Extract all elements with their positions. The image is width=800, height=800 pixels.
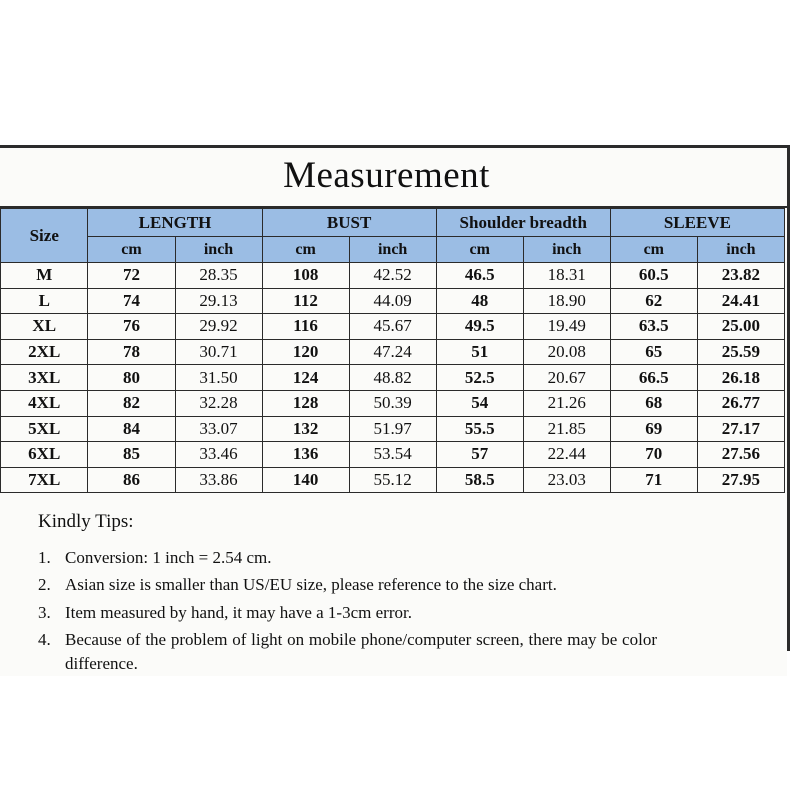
table-header-group-row xyxy=(1,209,785,237)
cell-bust-cm: 124 xyxy=(262,365,349,391)
cell-length-inch: 30.71 xyxy=(175,339,262,365)
list-item xyxy=(38,546,767,570)
cell-length-cm: 86 xyxy=(88,467,175,493)
cell-bust-inch: 50.39 xyxy=(349,390,436,416)
cell-size: M xyxy=(1,263,88,289)
unit-header-length-cm: cm xyxy=(88,237,175,263)
column-header-shoulder-breadth: Shoulder breadth xyxy=(436,209,610,237)
table-head xyxy=(1,209,785,263)
cell-bust-cm: 136 xyxy=(262,442,349,468)
cell-bust-cm: 112 xyxy=(262,288,349,314)
cell-shoulder-cm: 54 xyxy=(436,390,523,416)
cell-length-cm: 76 xyxy=(88,314,175,340)
cell-sleeve-cm: 70 xyxy=(610,442,697,468)
cell-bust-inch: 45.67 xyxy=(349,314,436,340)
table-row xyxy=(1,288,785,314)
cell-sleeve-inch: 25.00 xyxy=(697,314,784,340)
cell-shoulder-inch: 22.44 xyxy=(523,442,610,468)
cell-length-cm: 82 xyxy=(88,390,175,416)
cell-sleeve-inch: 25.59 xyxy=(697,339,784,365)
tips-title: Kindly Tips: xyxy=(38,511,134,533)
unit-header-shoulder-cm: cm xyxy=(436,237,523,263)
list-item xyxy=(38,573,767,597)
cell-bust-inch: 53.54 xyxy=(349,442,436,468)
cell-bust-cm: 132 xyxy=(262,416,349,442)
cell-shoulder-cm: 48 xyxy=(436,288,523,314)
table-row xyxy=(1,365,785,391)
table-header-unit-row xyxy=(1,237,785,263)
cell-shoulder-cm: 49.5 xyxy=(436,314,523,340)
cell-length-cm: 80 xyxy=(88,365,175,391)
cell-bust-cm: 128 xyxy=(262,390,349,416)
tips-list xyxy=(38,546,767,676)
unit-header-sleeve-cm: cm xyxy=(610,237,697,263)
unit-header-bust-inch: inch xyxy=(349,237,436,263)
cell-bust-inch: 55.12 xyxy=(349,467,436,493)
cell-sleeve-inch: 23.82 xyxy=(697,263,784,289)
cell-length-cm: 72 xyxy=(88,263,175,289)
tip-text: Item measured by hand, it may have a 1-3cm error. xyxy=(65,602,412,622)
cell-length-inch: 29.92 xyxy=(175,314,262,340)
cell-sleeve-cm: 66.5 xyxy=(610,365,697,391)
cell-sleeve-cm: 68 xyxy=(610,390,697,416)
cell-length-inch: 29.13 xyxy=(175,288,262,314)
cell-sleeve-inch: 26.77 xyxy=(697,390,784,416)
cell-shoulder-inch: 20.08 xyxy=(523,339,610,365)
table-row xyxy=(1,339,785,365)
cell-sleeve-inch: 24.41 xyxy=(697,288,784,314)
cell-size: L xyxy=(1,288,88,314)
tip-number: 1. xyxy=(38,548,51,568)
table-row xyxy=(1,416,785,442)
cell-bust-inch: 48.82 xyxy=(349,365,436,391)
cell-shoulder-inch: 23.03 xyxy=(523,467,610,493)
title-band xyxy=(0,148,787,208)
cell-length-cm: 85 xyxy=(88,442,175,468)
table-row xyxy=(1,263,785,289)
cell-bust-cm: 116 xyxy=(262,314,349,340)
list-item xyxy=(38,601,767,625)
cell-bust-inch: 44.09 xyxy=(349,288,436,314)
cell-length-inch: 33.07 xyxy=(175,416,262,442)
unit-header-bust-cm: cm xyxy=(262,237,349,263)
table-row xyxy=(1,390,785,416)
cell-length-cm: 78 xyxy=(88,339,175,365)
column-header-bust: BUST xyxy=(262,209,436,237)
cell-shoulder-cm: 46.5 xyxy=(436,263,523,289)
cell-sleeve-cm: 63.5 xyxy=(610,314,697,340)
cell-length-inch: 31.50 xyxy=(175,365,262,391)
list-item xyxy=(38,628,767,676)
cell-shoulder-inch: 21.85 xyxy=(523,416,610,442)
unit-header-shoulder-inch: inch xyxy=(523,237,610,263)
table-body xyxy=(1,263,785,493)
measurement-card xyxy=(0,145,790,673)
cell-length-inch: 33.86 xyxy=(175,467,262,493)
tip-text: Conversion: 1 inch = 2.54 cm. xyxy=(65,548,272,568)
cell-shoulder-inch: 18.90 xyxy=(523,288,610,314)
unit-header-length-inch: inch xyxy=(175,237,262,263)
cell-sleeve-cm: 69 xyxy=(610,416,697,442)
cell-size: 3XL xyxy=(1,365,88,391)
column-header-sleeve: SLEEVE xyxy=(610,209,784,237)
tip-number: 2. xyxy=(38,575,51,595)
cell-sleeve-cm: 71 xyxy=(610,467,697,493)
size-table-container xyxy=(0,208,787,493)
cell-bust-cm: 108 xyxy=(262,263,349,289)
kindly-tips-section xyxy=(0,493,787,676)
tip-number: 4. xyxy=(38,629,51,649)
table-row xyxy=(1,442,785,468)
page-title: Measurement xyxy=(283,154,490,196)
cell-shoulder-inch: 20.67 xyxy=(523,365,610,391)
table-row xyxy=(1,467,785,493)
size-chart-table xyxy=(0,208,785,493)
cell-sleeve-inch: 27.56 xyxy=(697,442,784,468)
cell-shoulder-cm: 51 xyxy=(436,339,523,365)
cell-size: 4XL xyxy=(1,390,88,416)
cell-bust-cm: 140 xyxy=(262,467,349,493)
cell-sleeve-cm: 62 xyxy=(610,288,697,314)
tip-text: Asian size is smaller than US/EU size, please reference to the size chart. xyxy=(65,575,557,595)
column-header-length: LENGTH xyxy=(88,209,262,237)
cell-shoulder-inch: 18.31 xyxy=(523,263,610,289)
table-row xyxy=(1,314,785,340)
cell-bust-cm: 120 xyxy=(262,339,349,365)
tip-number: 3. xyxy=(38,602,51,622)
cell-length-inch: 33.46 xyxy=(175,442,262,468)
cell-sleeve-cm: 60.5 xyxy=(610,263,697,289)
cell-size: 5XL xyxy=(1,416,88,442)
cell-bust-inch: 42.52 xyxy=(349,263,436,289)
tip-text: Because of the problem of light on mobile phone/computer screen, there may be color difference. xyxy=(65,629,657,673)
cell-size: 6XL xyxy=(1,442,88,468)
cell-shoulder-cm: 57 xyxy=(436,442,523,468)
cell-sleeve-inch: 27.17 xyxy=(697,416,784,442)
cell-length-cm: 84 xyxy=(88,416,175,442)
cell-shoulder-cm: 55.5 xyxy=(436,416,523,442)
cell-sleeve-inch: 26.18 xyxy=(697,365,784,391)
cell-length-inch: 32.28 xyxy=(175,390,262,416)
cell-shoulder-inch: 19.49 xyxy=(523,314,610,340)
cell-sleeve-cm: 65 xyxy=(610,339,697,365)
cell-bust-inch: 47.24 xyxy=(349,339,436,365)
cell-length-inch: 28.35 xyxy=(175,263,262,289)
cell-size: XL xyxy=(1,314,88,340)
cell-shoulder-inch: 21.26 xyxy=(523,390,610,416)
cell-shoulder-cm: 52.5 xyxy=(436,365,523,391)
cell-length-cm: 74 xyxy=(88,288,175,314)
cell-bust-inch: 51.97 xyxy=(349,416,436,442)
cell-size: 2XL xyxy=(1,339,88,365)
cell-size: 7XL xyxy=(1,467,88,493)
unit-header-sleeve-inch: inch xyxy=(697,237,784,263)
cell-shoulder-cm: 58.5 xyxy=(436,467,523,493)
column-header-size: Size xyxy=(1,209,88,263)
cell-sleeve-inch: 27.95 xyxy=(697,467,784,493)
